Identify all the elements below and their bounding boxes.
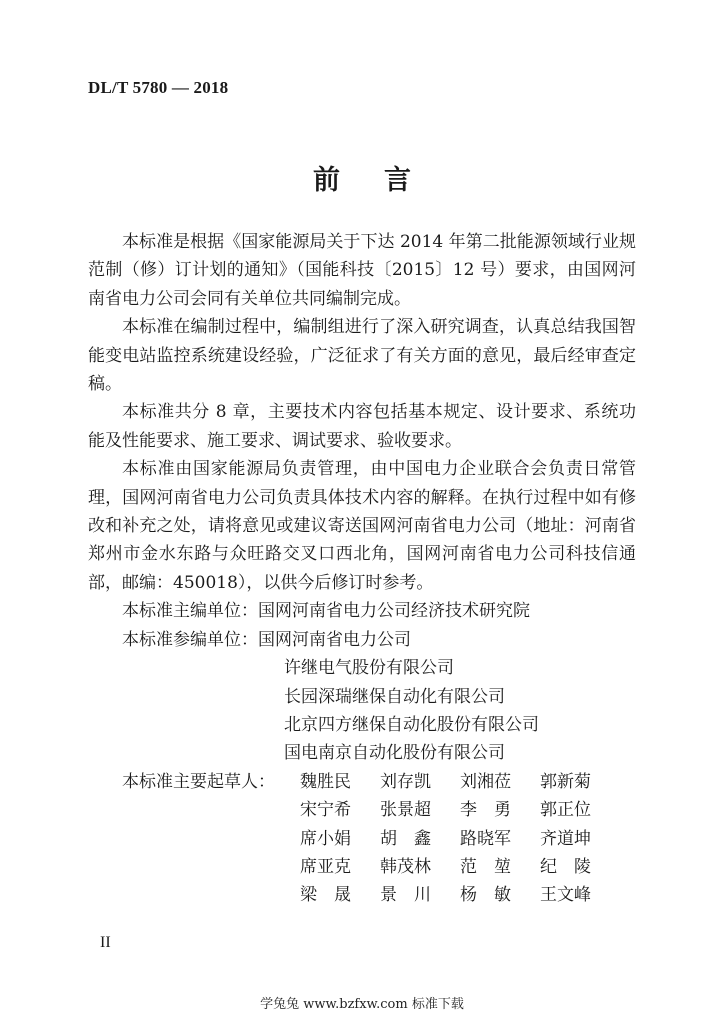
paragraph: 本标准在编制过程中，编制组进行了深入研究调查，认真总结我国智能变电站监控系统建设经验，广泛征求了有关方面的意见，最后经审查定稿。 (88, 317, 636, 395)
drafters-row (88, 853, 636, 881)
standard-code: DL/T 5780 — 2018 (88, 78, 229, 97)
paragraph: 本标准由国家能源局负责管理，由中国电力企业联合会负责日常管理，国网河南省电力公司负责具体技术内容的解释。在执行过程中如有修改和补充之处，请将意见或建议寄送国网河南省电力公司（地址：河南省郑州市金水东路与众旺路交叉口西北角，国网河南省电力公司科技信通部，邮编：450018），以供今后修订时参考。 (88, 459, 636, 593)
participating-unit-name: 国电南京自动化股份有限公司 (284, 743, 505, 764)
drafter-name: 路晓军 (460, 828, 511, 849)
drafter-name: 魏胜民 (300, 771, 351, 792)
drafter-name: 范 堃 (460, 856, 511, 877)
drafter-name: 李 勇 (460, 800, 511, 821)
drafters-row (88, 796, 636, 824)
drafter-name: 席小娟 (300, 828, 351, 849)
drafter-name: 韩茂林 (380, 856, 431, 877)
drafter-name: 刘湘莅 (460, 771, 511, 792)
document-body (88, 228, 636, 910)
drafter-name: 齐道坤 (540, 828, 591, 849)
chief-unit-row (88, 597, 636, 625)
drafter-name: 梁 晟 (300, 885, 351, 906)
participating-unit-name: 北京四方继保自动化股份有限公司 (284, 714, 539, 735)
drafter-name: 宋宁希 (300, 800, 351, 821)
paragraph: 本标准是根据《国家能源局关于下达 2014 年第二批能源领域行业规范制（修）订计划的通知》（国能科技〔2015〕12 号）要求，由国网河南省电力公司会同有关单位共同编制完成。 (88, 232, 636, 309)
chief-unit-label: 本标准主编单位： (122, 601, 258, 622)
participating-unit-name: 许继电气股份有限公司 (284, 658, 454, 679)
drafter-name: 席亚克 (300, 856, 351, 877)
drafter-name: 景 川 (380, 885, 431, 906)
drafter-name: 杨 敏 (460, 885, 511, 906)
participating-unit-name: 长园深瑞继保自动化有限公司 (284, 686, 505, 707)
drafter-name: 张景超 (380, 800, 431, 821)
participating-unit-label: 本标准参编单位： (122, 629, 258, 650)
page-number: II (100, 934, 111, 951)
drafter-name: 郭正位 (540, 800, 591, 821)
page-title: 前言 (313, 165, 455, 196)
drafter-name: 纪 陵 (540, 856, 591, 877)
drafters-label: 本标准主要起草人： (122, 771, 275, 792)
drafter-name: 刘存凯 (380, 771, 431, 792)
drafter-name: 胡 鑫 (380, 828, 431, 849)
participating-unit-name: 国网河南省电力公司 (258, 629, 411, 650)
footer-watermark: 学兔兔 www.bzfxw.com 标准下载 (260, 997, 464, 1012)
chief-unit-name: 国网河南省电力公司经济技术研究院 (258, 601, 530, 622)
drafters-row (88, 768, 636, 796)
drafter-name: 王文峰 (540, 885, 591, 906)
drafter-name: 郭新菊 (540, 771, 591, 792)
drafters-row (88, 881, 636, 909)
drafters-row (88, 825, 636, 853)
participating-unit-row (88, 626, 636, 654)
paragraph: 本标准共分 8 章，主要技术内容包括基本规定、设计要求、系统功能及性能要求、施工要求、调试要求、验收要求。 (88, 402, 636, 451)
